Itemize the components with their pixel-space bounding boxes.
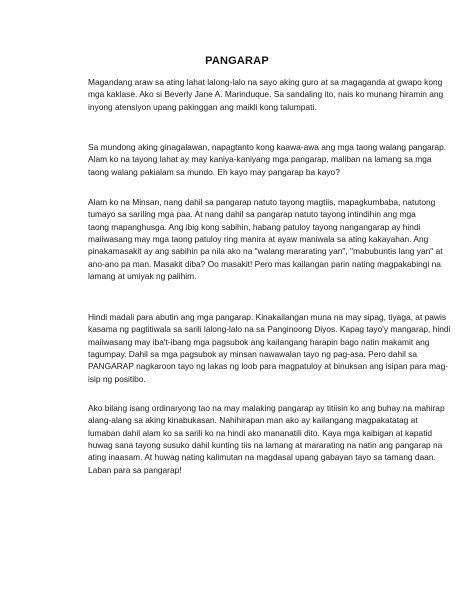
paragraph-line: Laban para sa pangarap! — [88, 464, 182, 475]
paragraph-challenges — [88, 311, 451, 385]
paragraph-line: Ako bilang isang ordinaryong tao na may malaking pangarap ay titiisin ko ang buhay na mahirap — [88, 403, 445, 413]
paragraph-introduction — [88, 76, 444, 113]
paragraph-line: Hindi madali para abutin ang mga pangarap. Kinakailangan muna na may sipag, tiyaga, at pawis — [88, 312, 447, 322]
paragraph-line: tagumpay. Dahil sa mga pagsubok ay minsan nawawalan tayo ng pag-asa. Pero dahil sa — [88, 349, 417, 360]
paragraph-line: ating inaasam. At huwag nating kalimutan na magdasal upang gabayan tayo sa tamang daan. — [88, 452, 436, 463]
paragraph-line: Alam ko na Minsan, nang dahil sa pangarap natuto tayong magtiis, mapagkumbaba, natutong — [88, 197, 436, 207]
paragraph-line: mga kaklase. Ako si Beverly Jane A. Marinduque. Sa sandaling ito, nais ko munang hiramin ang — [88, 89, 444, 100]
paragraph-line: pinakamasakit ay ang sabihin pa nila ako na "walang mararating yan", "mabubuntis lang yan" at — [88, 246, 443, 257]
paragraph-line: taong walang pakialam sa mundo. Eh kayo may pangarap ba kayo? — [88, 166, 340, 177]
paragraph-line: maiiwasang may mga taong patuloy ring manira at ayaw maniwala sa ating kakayahan. Ang — [88, 234, 429, 245]
paragraph-lessons — [88, 196, 443, 282]
paragraph-line: maiiwasang may iba't-ibang mga pagsubok ang kailangang harapin bago natin makamit ang — [88, 336, 430, 347]
paragraph-line: lamang at umiyak ng palihim. — [88, 271, 197, 282]
document-title: PANGARAP — [205, 55, 269, 67]
paragraph-line: tumayo sa sariling mga paa. At nang dahil sa pangarap natuto tayong intindihin ang mga — [88, 209, 416, 220]
paragraph-conclusion — [88, 402, 445, 476]
paragraph-line: taong mapanghusga. Ang ibig kong sabihin, habang patuloy tayong nangangarap ay hindi — [88, 221, 421, 232]
paragraph-line: isip ng positibo. — [88, 373, 146, 384]
paragraph-line: lumaban dahil alam ko sa sarili ko na hindi ako mananatili dito. Kaya mga kaibigan at kapatid — [88, 427, 433, 438]
paragraph-line: PANGARAP nagkaroon tayo ng lakas ng loob para magpatuloy at binuksan ang isipan para mag- — [88, 361, 449, 372]
paragraph-line: ano-ano pa man. Masakit diba? Oo masakit! Pero mas kailangan parin nating magpakabingi na — [88, 258, 441, 269]
paragraph-line: alang-alang sa aking kinabukasan. Nahihirapan man ako ay kailangang magpakatatag at — [88, 415, 418, 426]
paragraph-line: huwag sana tayong susuko dahil kunting tiis na lamang at mararating na natin ang pangarap na — [88, 440, 443, 451]
paragraph-line: inyong atensiyon upang pakinggan ang maikli kong talumpati. — [88, 101, 317, 112]
paragraph-line: Sa mundong aking ginagalawan, napagtanto kong kaawa-awa ang mga taong walang pangarap. — [88, 142, 447, 152]
paragraph-line: Magandang araw sa ating lahat lalong-lalo na sayo aking guro at sa magaganda at gwapo kong — [88, 77, 443, 87]
paragraph-line: Alam ko na tayong lahat ay may kaniya-kaniyang mga pangarap, maliban na lamang sa mga — [88, 154, 432, 165]
paragraph-world — [88, 141, 447, 178]
paragraph-line: kasama ng pagtitiwala sa sarili lalong-lalo na sa Panginoong Diyos. Kapag tayo'y mangarap, hindi — [88, 324, 451, 335]
